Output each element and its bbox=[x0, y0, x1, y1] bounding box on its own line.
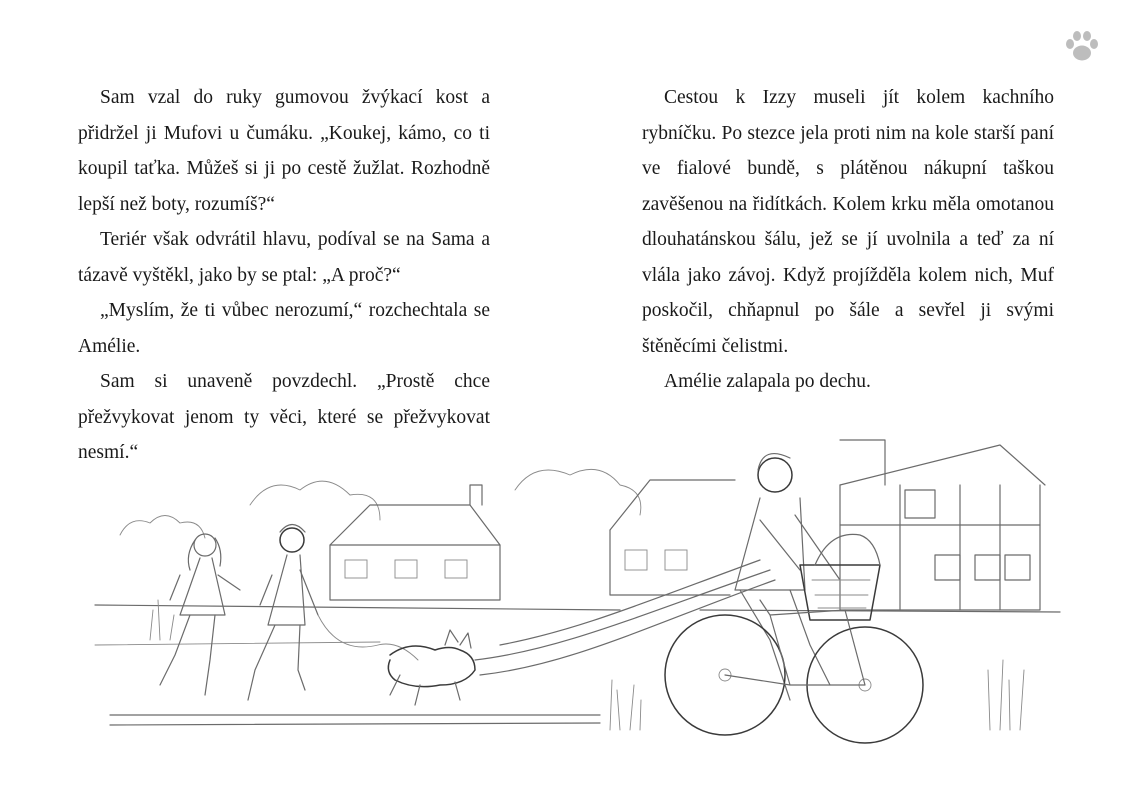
left-text-column bbox=[78, 80, 490, 471]
illustration-sketch bbox=[0, 430, 1132, 800]
right-text-column bbox=[642, 80, 1054, 400]
paw-print-icon bbox=[1064, 30, 1100, 64]
paragraph: Teriér však odvrátil hlavu, podíval se na Sama a tázavě vyštěkl, jako by se ptal: „A proč?“ bbox=[78, 229, 490, 286]
paragraph: Sam si unaveně povzdechl. „Prostě chce přežvykovat jenom ty věci, které se přežvykovat nesmí.“ bbox=[78, 371, 490, 463]
paragraph: „Myslím, že ti vůbec nerozumí,“ rozchechtala se Amélie. bbox=[78, 300, 490, 357]
paragraph: Sam vzal do ruky gumovou žvýkací kost a přidržel ji Mufovi u čumáku. „Koukej, kámo, co ti koupil taťka. Můžeš si ji po cestě žužlat. Rozhodně lepší než boty, rozumíš?“ bbox=[78, 87, 490, 215]
paragraph: Cestou k Izzy museli jít kolem kachního rybníčku. Po stezce jela proti nim na kole starší paní ve fialové bundě, s plátěnou nákupní taškou zavěšenou na řidítkách. Kolem krku měla omotanou dlouhatánskou šálu, jež se jí uvolnila a teď za ní vlála jako závoj. Když projížděla kolem nich, Muf poskočil, chňapnul po šále a sevřel ji svými štěněcími čelistmi. bbox=[642, 87, 1054, 357]
paragraph: Amélie zalapala po dechu. bbox=[664, 371, 871, 392]
pencil-illustration bbox=[0, 430, 1132, 800]
